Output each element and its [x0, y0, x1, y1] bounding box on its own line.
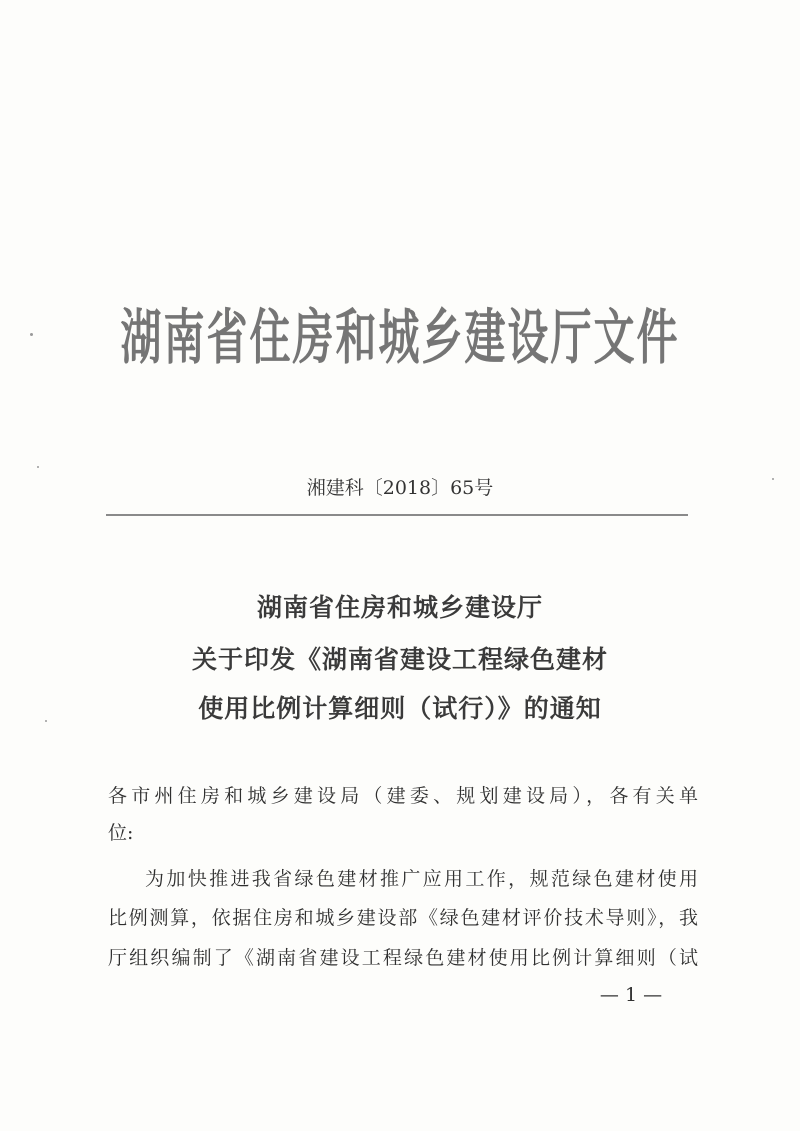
notice-title-line-3: 使用比例计算细则（试行）》的通知 — [198, 694, 602, 723]
body-paragraph-line-3: 厅组织编制了《湖南省建设工程绿色建材使用比例计算细则（试 — [108, 947, 698, 969]
notice-title-line-1: 湖南省住房和城乡建设厅 — [256, 593, 543, 622]
header-divider — [106, 514, 688, 516]
document-number: 湘建科〔2018〕65号 — [306, 477, 494, 499]
recipient-line: 各市州住房和城乡建设局（建委、规划建设局），各有关单 — [108, 785, 698, 807]
notice-title-line-2: 关于印发《湖南省建设工程绿色建材 — [191, 645, 608, 674]
recipient-line-cont: 位: — [108, 822, 134, 844]
page-number: — 1 — — [599, 984, 663, 1006]
scan-speck — [45, 720, 47, 722]
document-header: 湖南省住房和城乡建设厅文件 — [120, 303, 680, 373]
scan-speck — [772, 478, 774, 480]
body-paragraph-line-1: 为加快推进我省绿色建材推广应用工作，规范绿色建材使用 — [145, 868, 698, 890]
body-paragraph-line-2: 比例测算，依据住房和城乡建设部《绿色建材评价技术导则》，我 — [108, 907, 698, 929]
scan-speck — [30, 333, 33, 336]
scan-speck — [37, 466, 39, 468]
